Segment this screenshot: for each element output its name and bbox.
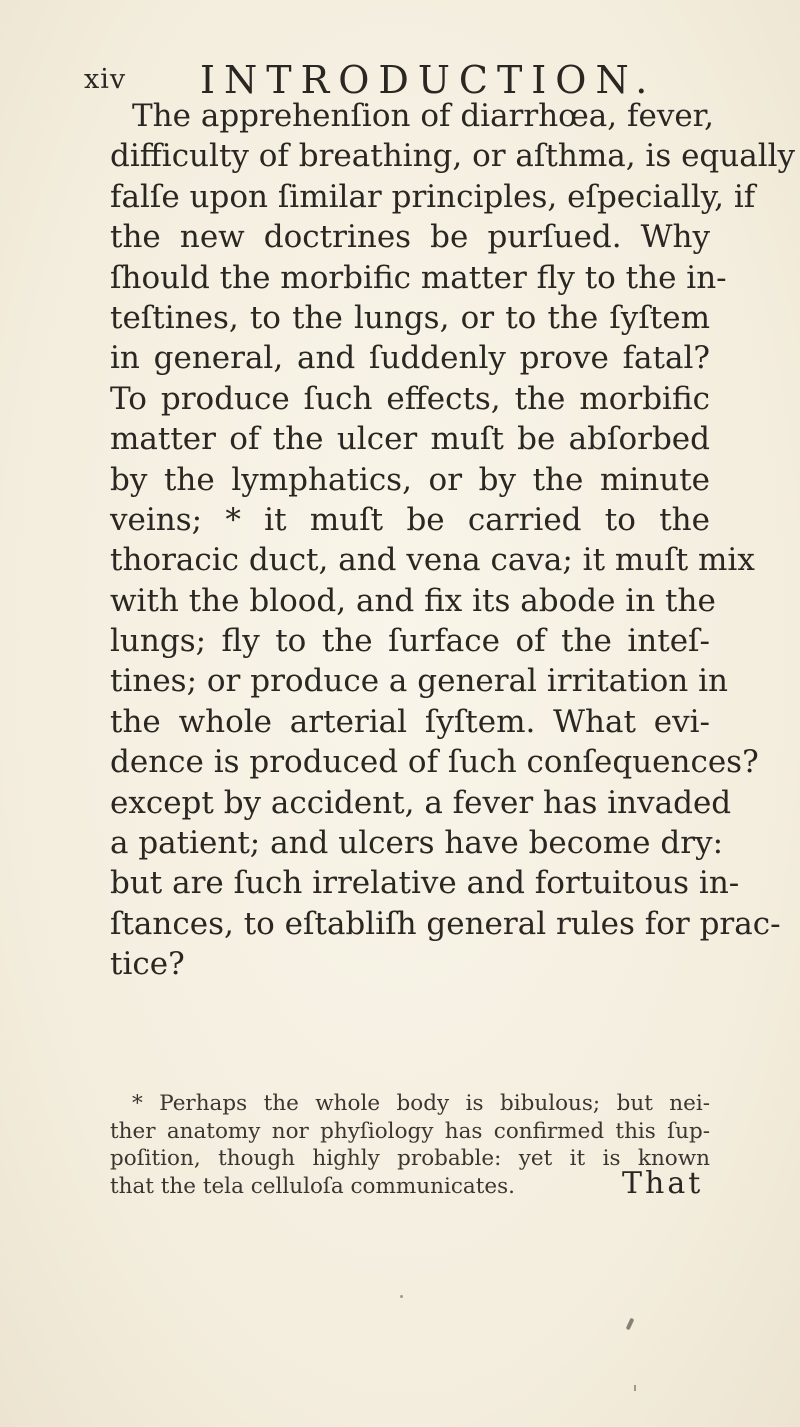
- text-line: tines; or produce a general irritation in: [110, 663, 728, 700]
- footnote-line: ther anatomy nor phyſiology has confirmed this ſup-: [110, 1118, 710, 1144]
- page-number: xiv: [84, 64, 127, 95]
- text-line: To produce ſuch effects, the morbific: [110, 380, 710, 417]
- text-line: ſhould the morbific matter fly to the in-: [110, 259, 727, 296]
- footnote-line: that the tela celluloſa communicates.: [110, 1173, 515, 1199]
- page-header: [84, 58, 744, 102]
- text-line: but are ſuch irrelative and fortuitous in-: [110, 865, 740, 902]
- text-line: thoracic duct, and vena cava; it muſt mix: [110, 542, 755, 579]
- text-line: by the lymphatics, or by the minute: [110, 461, 710, 498]
- ink-speck: [400, 1295, 403, 1298]
- text-line: dence is produced of ſuch conſequences?: [110, 744, 759, 781]
- text-line: difficulty of breathing, or aſthma, is equally: [110, 138, 796, 175]
- text-line: matter of the ulcer muſt be abſorbed: [110, 421, 710, 458]
- text-line: except by accident, a fever has invaded: [110, 784, 732, 821]
- catchword: That: [622, 1166, 704, 1201]
- text-line: ſtances, to eſtabliſh general rules for prac-: [110, 905, 781, 942]
- text-line: a patient; and ulcers have become dry:: [110, 825, 724, 862]
- footnote: [110, 1090, 710, 1200]
- text-line: the new doctrines be purſued. Why: [110, 219, 710, 256]
- text-line: with the blood, and fix its abode in the: [110, 582, 716, 619]
- text-line: The apprehenſion of diarrhœa, fever,: [132, 98, 714, 134]
- text-line: in general, and ſuddenly prove fatal?: [110, 340, 710, 377]
- text-line: falſe upon ſimilar principles, eſpecially, if: [110, 178, 756, 215]
- body-text: [110, 96, 796, 985]
- text-line: the whole arterial ſyſtem. What evi-: [110, 703, 710, 740]
- text-line: veins; * it muſt be carried to the: [110, 501, 710, 538]
- footnote-line: poſition, though highly probable: yet it is known: [110, 1146, 710, 1172]
- text-line: teſtines, to the lungs, or to the ſyſtem: [110, 299, 710, 336]
- text-line: lungs; fly to the ſurface of the inteſ-: [110, 623, 710, 660]
- text-line: tice?: [110, 946, 185, 983]
- running-head: INTRODUCTION.: [200, 58, 657, 102]
- ink-speck: [634, 1385, 636, 1391]
- footnote-line: * Perhaps the whole body is bibulous; but nei-: [132, 1091, 710, 1116]
- ink-mark: [626, 1318, 635, 1331]
